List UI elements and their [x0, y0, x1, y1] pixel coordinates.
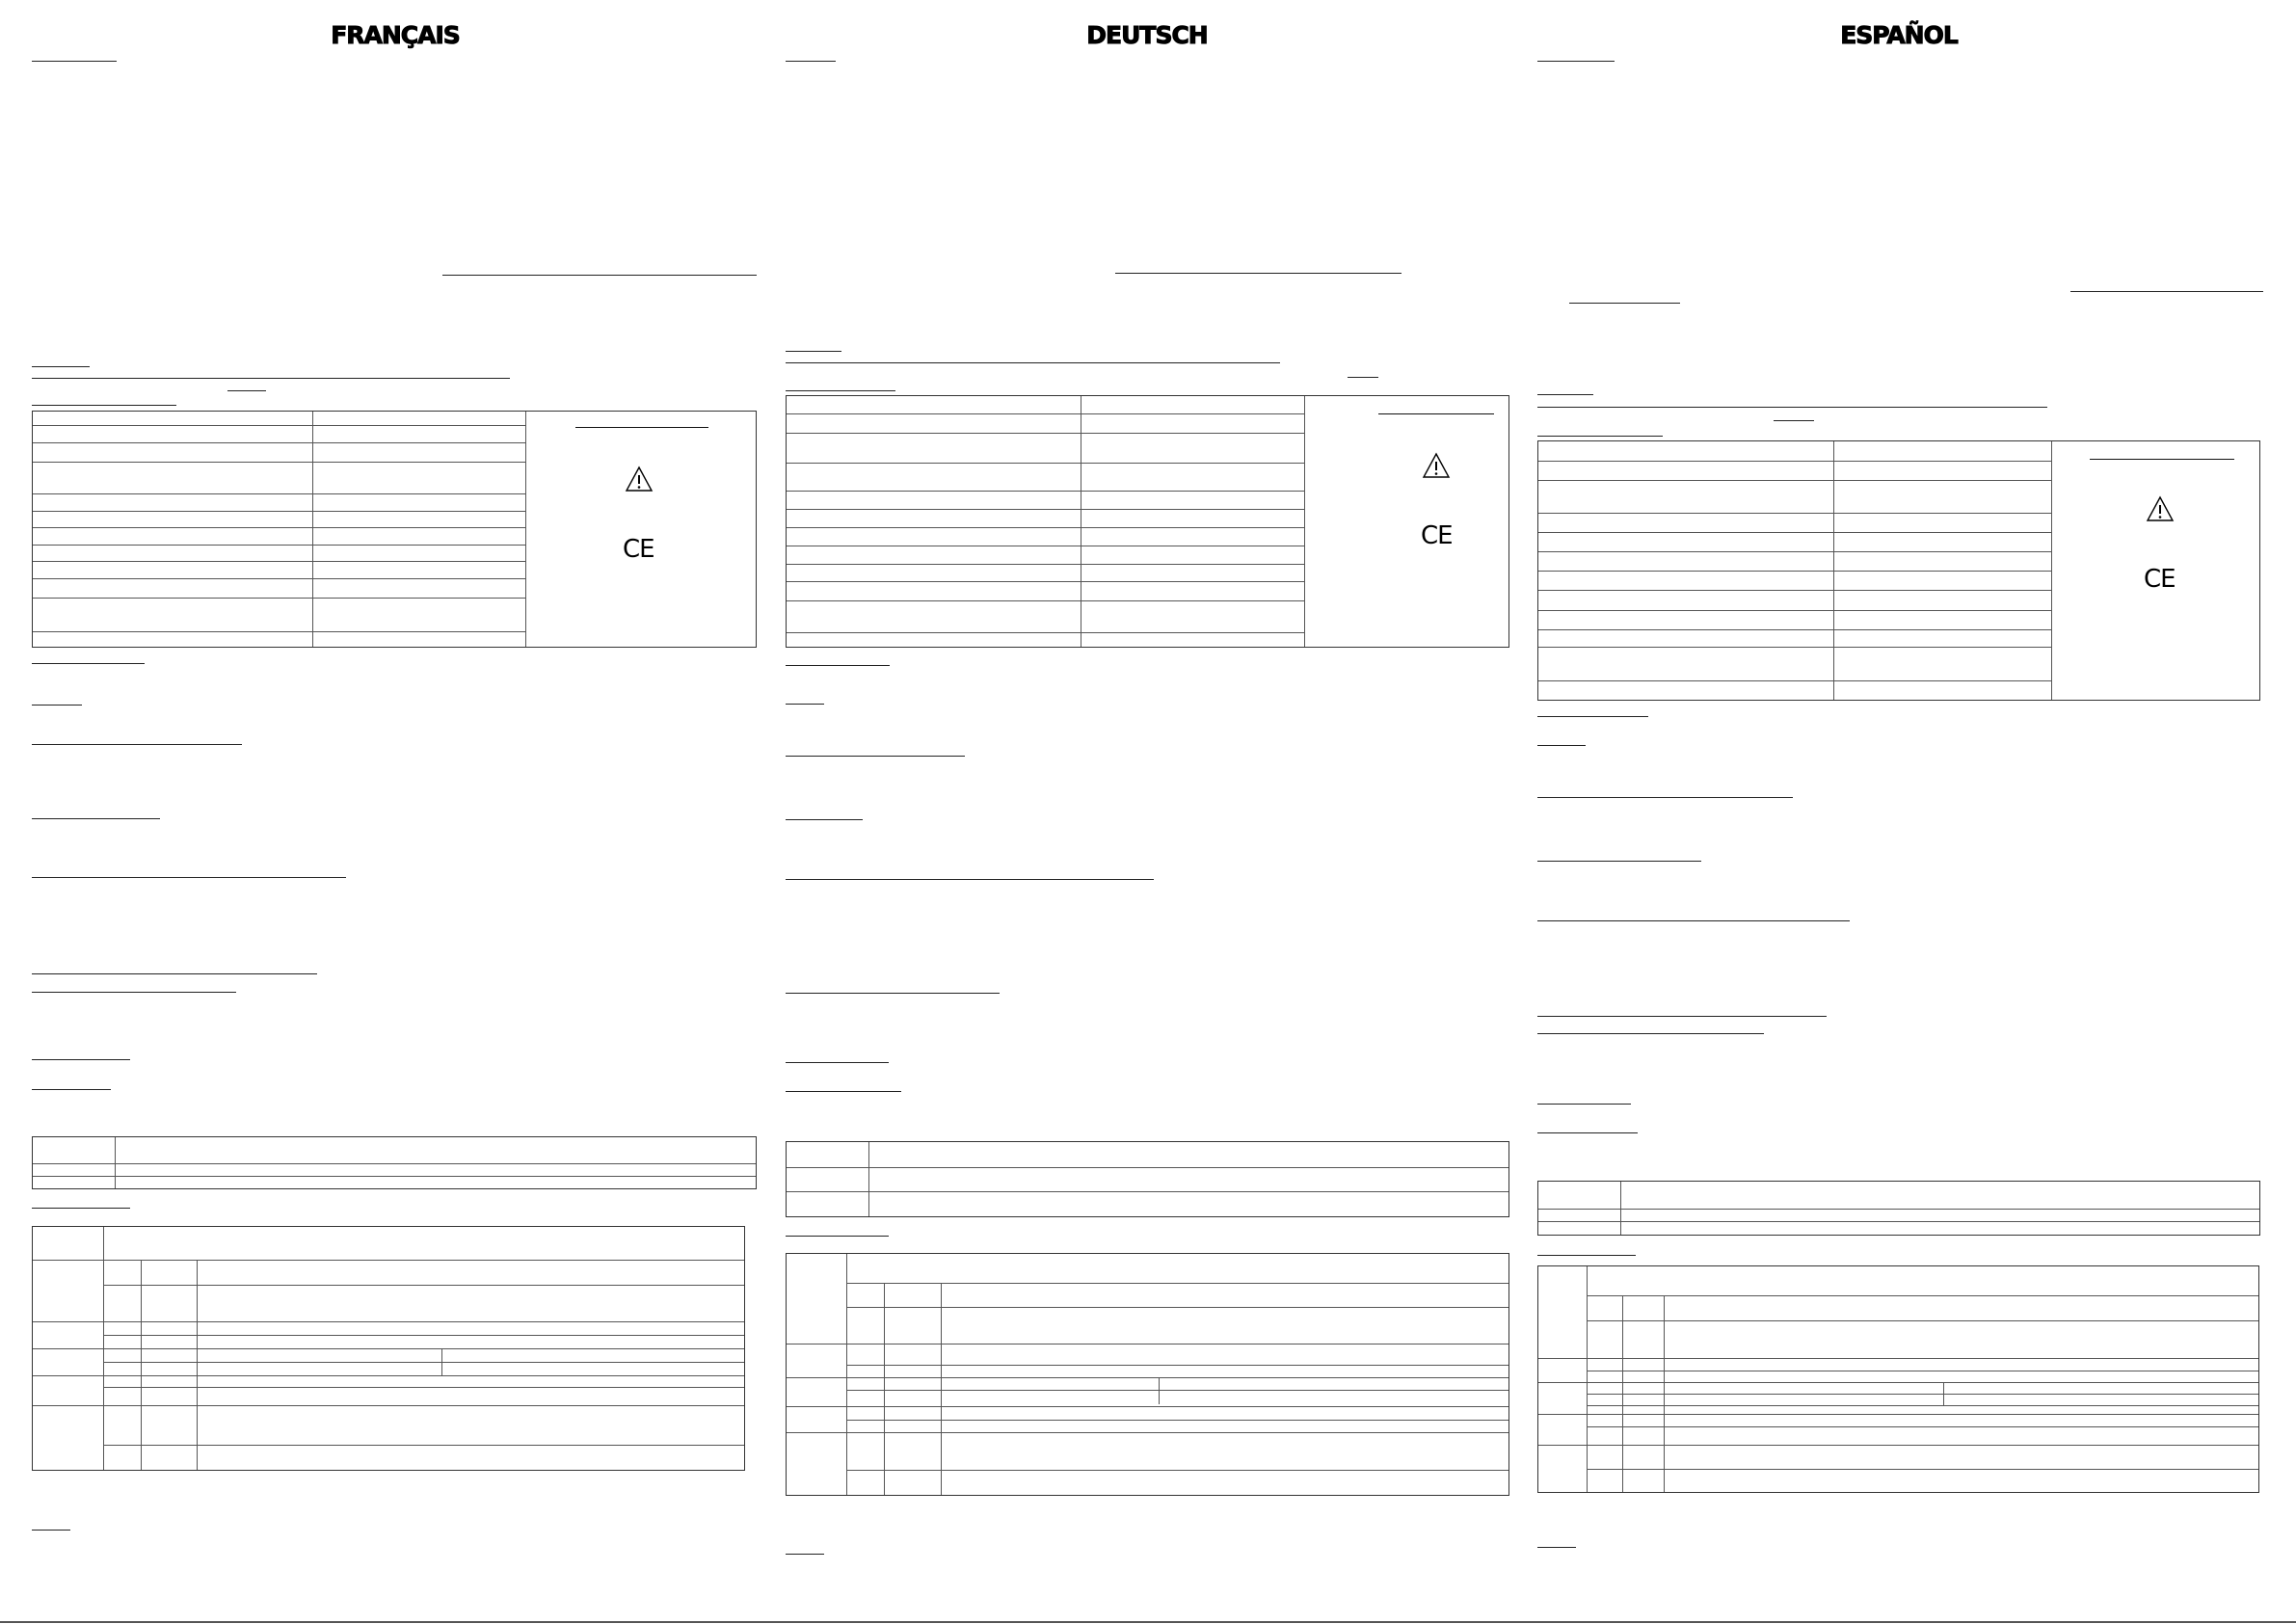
section-heading-espanol: ESPAÑOL	[1840, 21, 1958, 49]
section-heading-deutsch: DEUTSCH	[1086, 21, 1208, 49]
underline-rule	[32, 366, 90, 367]
underline-rule	[1537, 861, 1701, 862]
underline-rule	[1537, 407, 2047, 408]
underline-rule	[227, 390, 266, 391]
underline-rule	[1537, 1132, 1638, 1133]
underline-rule	[1537, 745, 1586, 746]
underline-rule	[32, 663, 145, 664]
underline-rule	[32, 1208, 130, 1209]
column-deutsch	[752, 0, 1523, 1624]
underline-rule	[786, 704, 824, 705]
underline-rule	[32, 973, 317, 974]
column-francais	[0, 0, 771, 1624]
specifications-table	[32, 411, 757, 648]
underline-rule	[1774, 420, 1814, 421]
underline-rule	[32, 705, 82, 706]
underline-rule	[32, 1059, 130, 1060]
specifications-table	[1537, 440, 2260, 701]
underline-rule	[1537, 61, 1615, 62]
underline-rule	[442, 275, 757, 276]
underline-rule	[32, 1530, 70, 1531]
underline-rule	[1537, 436, 1663, 437]
underline-rule	[1537, 394, 1593, 395]
underline-rule	[786, 665, 890, 666]
underline-rule	[1537, 920, 1850, 921]
underline-rule	[1569, 303, 1680, 304]
warning-triangle-icon	[625, 466, 654, 493]
underline-rule	[1537, 1033, 1764, 1034]
technical-table	[1537, 1265, 2259, 1493]
page-bottom-rule	[0, 1621, 2296, 1623]
underline-rule	[32, 1089, 111, 1090]
underline-rule	[786, 1236, 889, 1237]
specifications-table	[786, 395, 1509, 648]
underline-rule	[1115, 273, 1402, 274]
underline-rule	[1537, 1255, 1636, 1256]
underline-rule	[786, 819, 863, 820]
technical-table	[786, 1253, 1509, 1496]
underline-rule	[786, 879, 1154, 880]
underline-rule	[786, 1062, 889, 1063]
underline-rule	[32, 61, 117, 62]
underline-rule	[1537, 716, 1648, 717]
ce-mark-icon: CE	[2144, 565, 2176, 594]
underline-rule	[32, 992, 236, 993]
warning-triangle-icon	[1422, 452, 1451, 479]
technical-table	[32, 1226, 745, 1471]
underline-rule	[1537, 1104, 1631, 1105]
underline-rule	[1537, 1016, 1827, 1017]
underline-rule	[32, 405, 176, 406]
underline-rule	[1537, 1547, 1576, 1548]
info-table	[32, 1136, 757, 1189]
ce-mark-icon: CE	[623, 535, 654, 564]
section-heading-francais: FRANÇAIS	[331, 21, 460, 49]
info-table	[1537, 1181, 2260, 1236]
warning-triangle-icon	[2146, 495, 2175, 522]
info-table	[786, 1141, 1509, 1217]
underline-rule	[32, 744, 242, 745]
ce-mark-icon: CE	[1421, 521, 1453, 550]
underline-rule	[1537, 797, 1793, 798]
underline-rule	[786, 362, 1280, 363]
underline-rule	[786, 61, 836, 62]
column-espanol	[1504, 0, 2275, 1624]
underline-rule	[786, 351, 841, 352]
underline-rule	[32, 877, 346, 878]
underline-rule	[2070, 291, 2263, 292]
underline-rule	[786, 1554, 824, 1555]
underline-rule	[32, 818, 160, 819]
underline-rule	[786, 1091, 901, 1092]
underline-rule	[1348, 377, 1378, 378]
underline-rule	[786, 756, 965, 757]
underline-rule	[786, 390, 895, 391]
underline-rule	[32, 378, 510, 379]
underline-rule	[786, 993, 1000, 994]
